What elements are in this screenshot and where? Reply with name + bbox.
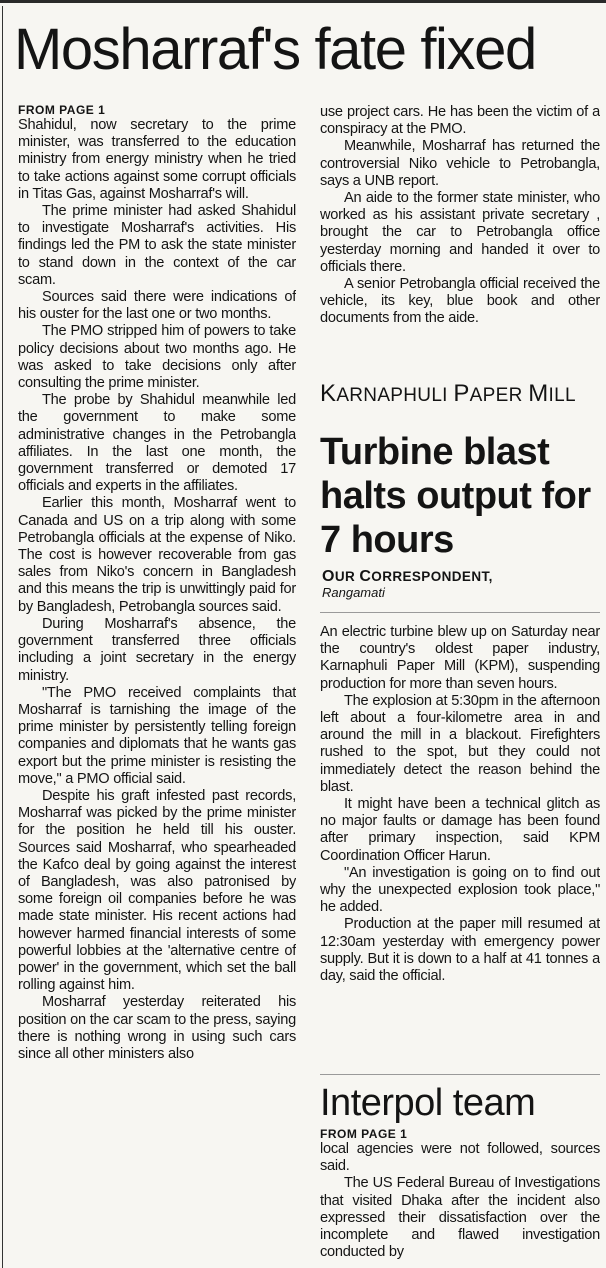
top-rule [0, 0, 606, 3]
paragraph: Despite his graft infested past records, Mosharraf was picked by the prime minister for the position he held till his ouster. Sources said Mosharraf, who spearheaded the Kafco deal by going against the interest of Bangladesh, was also patronised by some foreign oil companies before he was made state minister. His recent actions had however harmed financial interests of some powerful lobbies at the 'alternative centre of power' in the government, which set the ball rolling against him. [18, 787, 296, 994]
paragraph: A senior Petrobangla official received the vehicle, its key, blue book and other documents from the aide. [320, 276, 600, 327]
interpol-paragraphs [320, 1141, 600, 1261]
paragraph: Earlier this month, Mosharraf went to Canada and US on a trip along with some Petrobangla officials at the expense of Niko. The cost is however recoverable from gas sales from Niko's concern in Bangladesh and this means the trip is unwittingly paid for by Bangladesh, Petrobangla sources said. [18, 495, 296, 615]
dateline: Rangamati [322, 585, 385, 600]
paragraph: It might have been a technical glitch as no major faults or damage has been found after primary inspection, said KPM Coordination Officer Harun. [320, 796, 600, 864]
kicker-text: KARNAPHULI PAPER MILL [320, 380, 576, 407]
interpol-article-body [320, 1128, 600, 1268]
paragraph: The probe by Shahidul meanwhile led the government to make some administrative changes in the Petrobangla affiliates. In the last one month, the government transferred or demoted 17 officials and experts in the affiliates. [18, 392, 296, 495]
paragraph: "An investigation is going on to find out why the unexpected explosion took place," he added. [320, 864, 600, 916]
paragraph: An aide to the former state minister, who worked as his assistant private secretary , brought the car to Petrobangla office yesterday morning and handed it over to officials there. [320, 190, 600, 275]
interpol-from-page-label: FROM PAGE 1 [320, 1128, 408, 1141]
left-column-rule [2, 6, 3, 1268]
paragraph: The US Federal Bureau of Investigations that visited Dhaka after the incident also expressed their dissatisfaction over the incomplete and flawed investigation conducted by [320, 1175, 600, 1261]
main-article-left-column [18, 104, 296, 1264]
paragraph: Mosharraf yesterday reiterated his position on the car scam to the press, saying there is nothing wrong in using such cars since all other ministers also [18, 994, 296, 1062]
main-article-paragraphs [18, 117, 296, 1063]
main-article-continued-paragraphs [320, 104, 600, 328]
main-article-right-column [320, 104, 600, 344]
paragraph: The PMO stripped him of powers to take policy decisions about two months ago. He was asked to take decisions only after consulting the prime minister. [18, 323, 296, 392]
turbine-kicker [320, 380, 600, 407]
paragraph: During Mosharraf's absence, the government transferred three officials including a joint secretary in the energy ministry. [18, 615, 296, 684]
byline-divider [320, 612, 600, 613]
paragraph: "The PMO received complaints that Mosharraf is tarnishing the image of the prime minister by persistently telling foreign companies and diplomats that he wants gas export but the prime minister is resisting the move," a PMO official said. [18, 684, 296, 787]
paragraph: Shahidul, now secretary to the prime minister, was transferred to the education ministry from energy ministry when he tried to take actions against some corrupt officials in Titas Gas, against Mosharraf's will. [18, 117, 296, 202]
turbine-paragraphs [320, 624, 600, 985]
paragraph: Sources said there were indications of his ouster for the last one or two months. [18, 289, 296, 323]
paragraph: Meanwhile, Mosharraf has returned the controversial Niko vehicle to Petrobangla, says a UNB report. [320, 138, 600, 189]
turbine-article-body [320, 624, 600, 1070]
article-divider [320, 1074, 600, 1075]
paragraph: The explosion at 5:30pm in the afternoon left about a four-kilometre area in and around the mill in a blackout. Firefighters rushed to the spot, but they could not immediately detect the reason behind the blast. [320, 692, 600, 795]
paragraph: use project cars. He has been the victim of a conspiracy at the PMO. [320, 104, 600, 138]
paragraph: The prime minister had asked Shahidul to investigate Mosharraf's activities. His findings led the PM to ask the state minister to stand down in the context of the car scam. [18, 203, 296, 288]
interpol-headline: Interpol team [320, 1082, 536, 1124]
paragraph: An electric turbine blew up on Saturday near the country's oldest paper industry, Karnaphuli Paper Mill (KPM), suspending production for more than seven hours. [320, 624, 600, 692]
from-page-label: FROM PAGE 1 [18, 104, 106, 117]
paragraph: local agencies were not followed, sources said. [320, 1141, 600, 1175]
byline [322, 568, 600, 601]
paragraph: Production at the paper mill resumed at 12:30am yesterday with emergency power supply. But it is down to a half at 41 tonnes a day, said the official. [320, 916, 600, 985]
turbine-headline: Turbine blast halts output for 7 hours [320, 431, 591, 561]
byline-name: OUR CORRESPONDENT, [322, 568, 493, 585]
main-headline: Mosharraf's fate fixed [14, 17, 536, 82]
